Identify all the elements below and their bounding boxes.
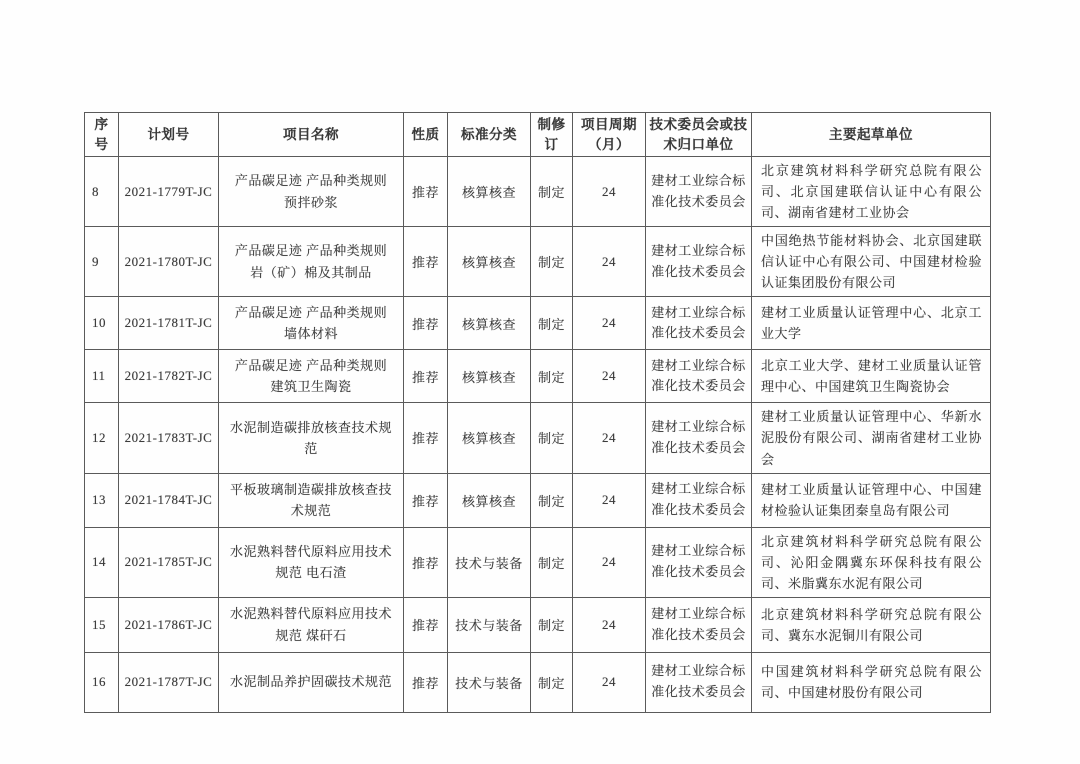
cell-project-name: 产品碳足迹 产品种类规则 墙体材料 [219,297,404,350]
cell-cycle: 24 [573,157,646,227]
cell-drafters: 北京工业大学、建材工业质量认证管理中心、中国建筑卫生陶瓷协会 [752,350,991,403]
cell-category: 核算核查 [448,227,531,297]
header-seq: 序号 [85,113,119,157]
table-row [85,652,991,712]
cell-project-name: 平板玻璃制造碳排放核查技术规范 [219,473,404,527]
cell-drafters: 建材工业质量认证管理中心、华新水泥股份有限公司、湖南省建材工业协会 [752,403,991,473]
cell-project-name: 水泥熟料替代原料应用技术规范 电石渣 [219,527,404,597]
cell-drafters: 中国建筑材料科学研究总院有限公司、中国建材股份有限公司 [752,652,991,712]
cell-cycle: 24 [573,473,646,527]
cell-committee: 建材工业综合标准化技术委员会 [646,227,752,297]
table-row [85,473,991,527]
cell-seq: 12 [85,403,119,473]
cell-seq: 8 [85,157,119,227]
cell-revision: 制定 [531,652,573,712]
cell-project-name: 产品碳足迹 产品种类规则 预拌砂浆 [219,157,404,227]
cell-project-name: 水泥制品养护固碳技术规范 [219,652,404,712]
table-row [85,527,991,597]
cell-drafters: 建材工业质量认证管理中心、北京工业大学 [752,297,991,350]
cell-cycle: 24 [573,652,646,712]
cell-drafters: 建材工业质量认证管理中心、中国建材检验认证集团秦皇岛有限公司 [752,473,991,527]
cell-category: 核算核查 [448,157,531,227]
cell-category: 技术与装备 [448,597,531,652]
cell-seq: 9 [85,227,119,297]
table-row [85,157,991,227]
cell-revision: 制定 [531,157,573,227]
cell-project-name: 水泥制造碳排放核查技术规范 [219,403,404,473]
cell-category: 技术与装备 [448,527,531,597]
cell-plan-no: 2021-1785T-JC [119,527,219,597]
cell-seq: 16 [85,652,119,712]
cell-committee: 建材工业综合标准化技术委员会 [646,652,752,712]
cell-plan-no: 2021-1783T-JC [119,403,219,473]
cell-nature: 推荐 [404,227,448,297]
cell-nature: 推荐 [404,473,448,527]
cell-revision: 制定 [531,350,573,403]
cell-plan-no: 2021-1779T-JC [119,157,219,227]
cell-seq: 14 [85,527,119,597]
header-nature: 性质 [404,113,448,157]
cell-seq: 15 [85,597,119,652]
cell-plan-no: 2021-1787T-JC [119,652,219,712]
table-row [85,350,991,403]
cell-revision: 制定 [531,527,573,597]
header-cycle: 项目周期（月） [573,113,646,157]
cell-nature: 推荐 [404,527,448,597]
table-row [85,227,991,297]
cell-revision: 制定 [531,403,573,473]
table-row [85,597,991,652]
cell-revision: 制定 [531,597,573,652]
cell-cycle: 24 [573,350,646,403]
cell-cycle: 24 [573,597,646,652]
cell-category: 核算核查 [448,350,531,403]
cell-seq: 10 [85,297,119,350]
cell-cycle: 24 [573,297,646,350]
cell-drafters: 中国绝热节能材料协会、北京国建联信认证中心有限公司、中国建材检验认证集团股份有限公司 [752,227,991,297]
cell-nature: 推荐 [404,403,448,473]
cell-project-name: 产品碳足迹 产品种类规则 建筑卫生陶瓷 [219,350,404,403]
cell-revision: 制定 [531,473,573,527]
cell-nature: 推荐 [404,157,448,227]
cell-nature: 推荐 [404,350,448,403]
standards-plan-table-container [84,112,990,713]
cell-committee: 建材工业综合标准化技术委员会 [646,350,752,403]
cell-cycle: 24 [573,403,646,473]
table-row [85,297,991,350]
header-category: 标准分类 [448,113,531,157]
cell-committee: 建材工业综合标准化技术委员会 [646,597,752,652]
cell-category: 核算核查 [448,473,531,527]
header-row [85,113,991,157]
cell-plan-no: 2021-1781T-JC [119,297,219,350]
cell-project-name: 产品碳足迹 产品种类规则 岩（矿）棉及其制品 [219,227,404,297]
cell-category: 技术与装备 [448,652,531,712]
cell-committee: 建材工业综合标准化技术委员会 [646,527,752,597]
cell-committee: 建材工业综合标准化技术委员会 [646,157,752,227]
header-project-name: 项目名称 [219,113,404,157]
header-drafters: 主要起草单位 [752,113,991,157]
cell-committee: 建材工业综合标准化技术委员会 [646,403,752,473]
cell-revision: 制定 [531,297,573,350]
cell-cycle: 24 [573,227,646,297]
cell-drafters: 北京建筑材料科学研究总院有限公司、北京国建联信认证中心有限公司、湖南省建材工业协会 [752,157,991,227]
header-committee: 技术委员会或技术归口单位 [646,113,752,157]
cell-plan-no: 2021-1782T-JC [119,350,219,403]
cell-category: 核算核查 [448,403,531,473]
cell-nature: 推荐 [404,652,448,712]
cell-committee: 建材工业综合标准化技术委员会 [646,473,752,527]
cell-cycle: 24 [573,527,646,597]
table-row [85,403,991,473]
cell-project-name: 水泥熟料替代原料应用技术规范 煤矸石 [219,597,404,652]
cell-revision: 制定 [531,227,573,297]
cell-plan-no: 2021-1780T-JC [119,227,219,297]
cell-drafters: 北京建筑材料科学研究总院有限公司、沁阳金隅冀东环保科技有限公司、米脂冀东水泥有限公司 [752,527,991,597]
standards-plan-table [84,112,991,713]
cell-drafters: 北京建筑材料科学研究总院有限公司、冀东水泥铜川有限公司 [752,597,991,652]
cell-committee: 建材工业综合标准化技术委员会 [646,297,752,350]
cell-plan-no: 2021-1786T-JC [119,597,219,652]
cell-seq: 11 [85,350,119,403]
cell-seq: 13 [85,473,119,527]
header-revision: 制修订 [531,113,573,157]
cell-category: 核算核查 [448,297,531,350]
header-plan-no: 计划号 [119,113,219,157]
cell-nature: 推荐 [404,297,448,350]
cell-plan-no: 2021-1784T-JC [119,473,219,527]
cell-nature: 推荐 [404,597,448,652]
